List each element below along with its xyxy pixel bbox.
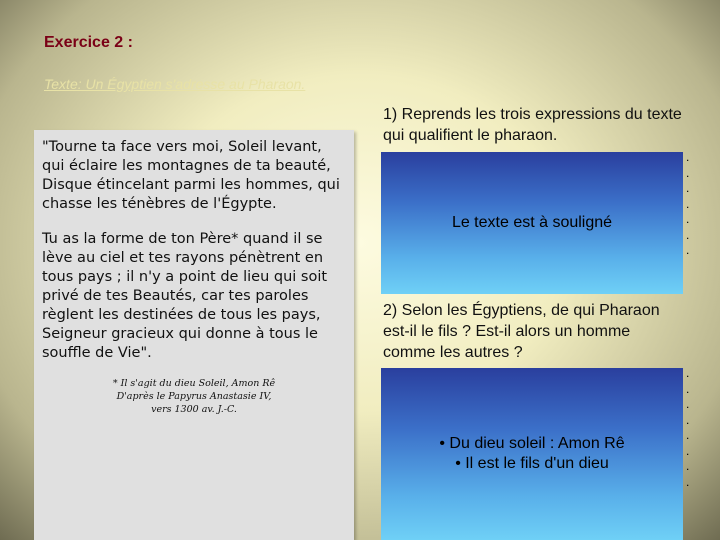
answer-2-dots bbox=[686, 366, 694, 490]
text-subtitle: Texte: Un Égyptien s'adresse au Pharaon. bbox=[44, 76, 306, 92]
dot: . bbox=[686, 165, 690, 180]
footnote bbox=[42, 377, 346, 416]
dot: . bbox=[686, 181, 690, 195]
question-1: 1) Reprends les trois expressions du texte qui qualifient le pharaon. bbox=[383, 106, 682, 144]
source-paragraph-1: "Tourne ta face vers moi, Soleil levant, qui éclaire les montagnes de ta beauté, Disque étincelant parmi les hommes, qui chasse les ténèbres de l'Égypte. bbox=[42, 139, 340, 212]
footnote-line-3: vers 1300 av. J.-C. bbox=[151, 404, 237, 415]
source-paragraph-2: Tu as la forme de ton Père* quand il se lève au ciel et tes rayons pénètrent en tous pays ; il n'y a point de lieu qui soit privé de tes Beautés, car tes paroles règlent les destinées de tous les pays, Seigneur gracieux qui donne à tous le souffle de Vie". bbox=[42, 231, 328, 361]
answer-2-line-2: • Il est le fils d'un dieu bbox=[455, 455, 609, 472]
dot: . bbox=[686, 443, 690, 458]
dot: . bbox=[686, 412, 690, 427]
dot: . bbox=[686, 243, 690, 257]
dot: . bbox=[686, 366, 690, 380]
dot: . bbox=[686, 196, 690, 211]
answer-1-text: Le texte est à souligné bbox=[451, 214, 613, 231]
dot: . bbox=[686, 212, 690, 226]
dot: . bbox=[686, 428, 690, 442]
answer-1-dots bbox=[686, 150, 694, 259]
source-text-box bbox=[34, 130, 354, 540]
answer-2-line-1: • Du dieu soleil : Amon Rê bbox=[439, 435, 625, 452]
exercise-title: Exercice 2 : bbox=[44, 34, 133, 51]
dot: . bbox=[686, 474, 690, 489]
question-2: 2) Selon les Égyptiens, de qui Pharaon est-il le fils ? Est-il alors un homme comme les autres ? bbox=[383, 302, 660, 361]
answer-box-1 bbox=[381, 152, 683, 294]
dot: . bbox=[686, 459, 690, 473]
dot: . bbox=[686, 397, 690, 411]
footnote-line-2: D'après le Papyrus Anastasie IV, bbox=[116, 391, 272, 402]
dot: . bbox=[686, 227, 690, 242]
footnote-line-1: * Il s'agit du dieu Soleil, Amon Rê bbox=[112, 378, 276, 389]
answer-box-2 bbox=[381, 368, 683, 540]
dot: . bbox=[686, 150, 690, 164]
dot: . bbox=[686, 381, 690, 396]
